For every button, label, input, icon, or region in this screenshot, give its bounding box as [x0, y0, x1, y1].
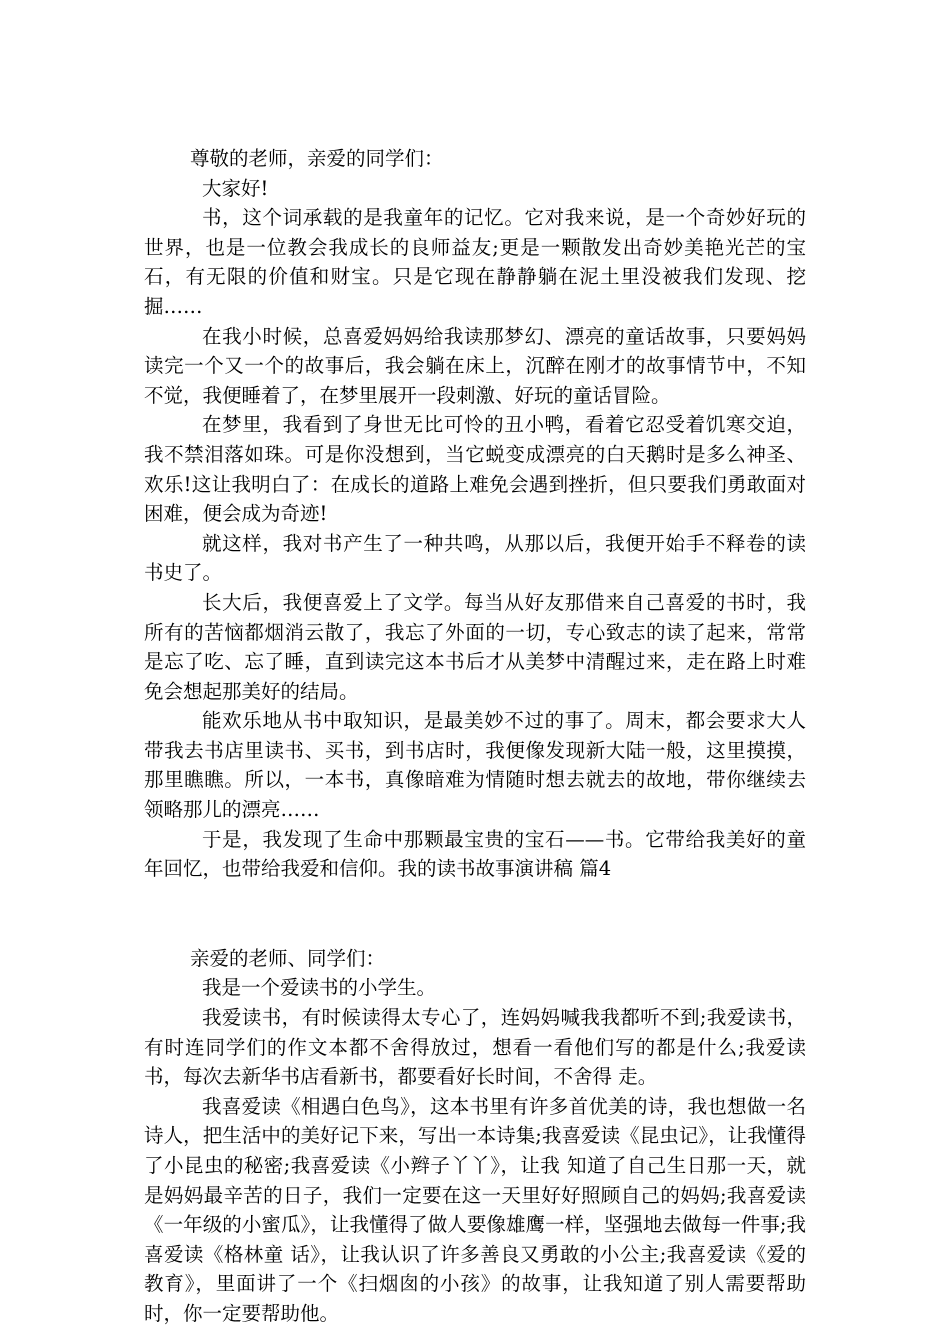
paragraph: 长大后，我便喜爱上了文学。每当从好友那借来自己喜爱的书时，我所有的苦恼都烟消云散了，我忘了外面的一切，专心致志的读了起来，常常是忘了吃、忘了睡，直到读完这本书后才从美梦中清醒过来，走在路上时难免会想起那美好的结局。 — [144, 590, 806, 703]
salutation: 尊敬的老师，亲爱的同学们： — [190, 147, 444, 170]
paragraph: 于是，我发现了生命中那颗最宝贵的宝石——书。它带给我美好的童年回忆，也带给我爱和信仰。我的读书故事演讲稿 篇4 — [144, 827, 806, 881]
section-gap — [144, 884, 806, 944]
document-page — [144, 144, 806, 1329]
salutation: 亲爱的老师、同学们： — [190, 946, 386, 970]
speech-section-1 — [144, 144, 806, 884]
speech-section-2 — [144, 944, 806, 1329]
greeting: 我是一个爱读书的小学生。 — [202, 976, 437, 1000]
paragraph: 能欢乐地从书中取知识，是最美妙不过的事了。周末，都会要求大人带我去书店里读书、买书，到书店时，我便像发现新大陆一般，这里摸摸，那里瞧瞧。所以，一本书，真像暗难为情随时想去就去的故地，带你继续去领略那儿的漂亮…… — [144, 709, 806, 822]
paragraph: 就这样，我对书产生了一种共鸣，从那以后，我便开始手不释卷的读书史了。 — [144, 531, 806, 585]
paragraph: 书，这个词承载的是我童年的记忆。它对我来说，是一个奇妙好玩的世界，也是一位教会我成长的良师益友;更是一颗散发出奇妙美艳光芒的宝石，有无限的价值和财宝。只是它现在静静躺在泥土里没被我们发现、挖掘…… — [144, 206, 806, 318]
paragraph: 在梦里，我看到了身世无比可怜的丑小鸭，看着它忍受着饥寒交迫，我不禁泪落如珠。可是你没想到，当它蜕变成漂亮的白天鹅时是多么神圣、欢乐!这让我明白了：在成长的道路上难免会遇到挫折，但只要我们勇敢面对困难，便会成为奇迹! — [144, 413, 806, 526]
paragraph: 我喜爱读《相遇白色鸟》，这本书里有许多首优美的诗，我也想做一名诗人，把生活中的美好记下来，写出一本诗集;我喜爱读《昆虫记》，让我懂得了小昆虫的秘密;我喜爱读《小辫子丫丫》，让我 知道了自己生日那一天，就是妈妈最辛苦的日子，我们一定要在这一天里好好照顾自己的妈妈;我喜爱读《一年级的小蜜瓜》，让我懂得了做人要像雄鹰一样，坚强地去做每一件事;我喜爱读《格林童 话》，让我认识了许多善良又勇敢的小公主;我喜爱读《爱的教育》，里面讲了一个《扫烟囱的小孩》的故事，让我知道了别人需要帮助时，你一定要帮助他。 — [144, 1094, 806, 1325]
paragraph: 我爱读书，有时候读得太专心了，连妈妈喊我我都听不到;我爱读书，有时连同学们的作文本都不舍得放过，想看一看他们写的都是什么;我爱读书，每次去新华书店看新书，都要看好长时间，不舍得 走。 — [144, 1006, 806, 1089]
greeting: 大家好! — [202, 176, 269, 200]
paragraph: 在我小时候，总喜爱妈妈给我读那梦幻、漂亮的童话故事，只要妈妈读完一个又一个的故事后，我会躺在床上，沉醉在刚才的故事情节中，不知不觉，我便睡着了，在梦里展开一段刺激、好玩的童话冒险。 — [144, 324, 806, 407]
